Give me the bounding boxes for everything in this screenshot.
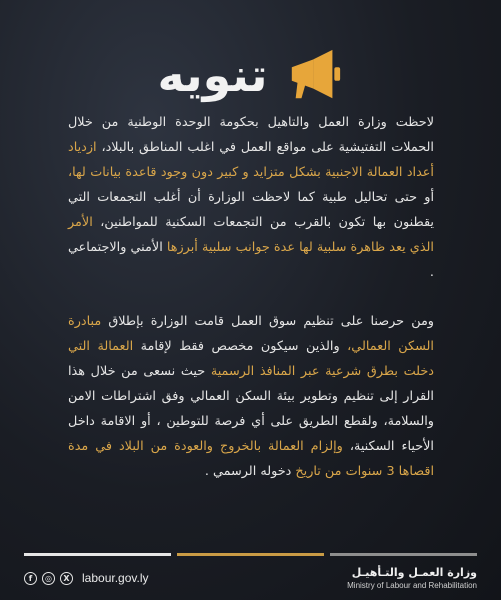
headline: تنويه bbox=[157, 48, 268, 102]
instagram-icon[interactable]: ◎ bbox=[42, 572, 55, 585]
body-text: حيث نسعى من خلال هذا القرار إلى تنظيم وتطوير بيئة السكن العمالي وفق اشتراطات الامن والسلامة، ولقطع الطريق على أي فرصة للتوطين ، أو الاقامة داخل الأحياء السكنية، bbox=[68, 364, 434, 454]
facebook-icon[interactable]: f bbox=[24, 572, 37, 585]
ministry-name-english: Ministry of Labour and Rehabilitation bbox=[347, 581, 477, 590]
ministry-logo bbox=[347, 566, 477, 590]
body-text: والذين سيكون مخصص فقط لإقامة bbox=[133, 339, 348, 354]
highlighted-text: وإلزام العمالة بالخروج والعودة من البلاد في مدة اقصاها 3 سنوات من تاريخ bbox=[68, 439, 434, 479]
body-text: دخوله الرسمي . bbox=[204, 464, 296, 479]
x-icon[interactable]: X bbox=[60, 572, 73, 585]
highlighted-text: ازدياد أعداد العمالة الاجنبية بشكل متزايد و كبير دون وجود قاعدة بيانات لها، bbox=[68, 140, 434, 180]
header bbox=[0, 40, 501, 110]
body-text: لاحظت وزارة العمل والتاهيل بحكومة الوحدة الوطنية من خلال الحملات التفتيشية على مواقع العمل في اغلب المناطق بالبلاد، bbox=[68, 115, 434, 155]
highlighted-text: مبادرة السكن العمالي، bbox=[68, 314, 434, 354]
paragraph-2 bbox=[68, 309, 434, 484]
ministry-name-arabic: وزارة العمـل والتـأهيـل bbox=[351, 566, 477, 579]
highlighted-text: الأمر الذي يعد ظاهرة سلبية لها عدة جوانب سلبية أبرزها bbox=[68, 215, 434, 255]
megaphone-icon bbox=[286, 46, 344, 104]
highlighted-text: العمالة التي دخلت بطرق شرعية عبر المنافذ الرسمية bbox=[68, 339, 434, 379]
body-text: الأمني والاجتماعي . bbox=[68, 240, 434, 280]
notice-body bbox=[68, 110, 434, 484]
website-link[interactable]: labour.gov.ly bbox=[82, 571, 149, 585]
body-text: أو حتى تحاليل طبية كما لاحظت الوزارة أن أغلب التجمعات التي يقطنون بها تكون بالقرب من التجمعات السكنية للمواطنين، bbox=[68, 190, 434, 230]
footer bbox=[24, 560, 477, 596]
paragraph-1 bbox=[68, 110, 434, 285]
footer-divider bbox=[24, 553, 477, 556]
social-links bbox=[24, 571, 149, 585]
body-text: ومن حرصنا على تنظيم سوق العمل قامت الوزارة بإطلاق bbox=[101, 314, 434, 329]
